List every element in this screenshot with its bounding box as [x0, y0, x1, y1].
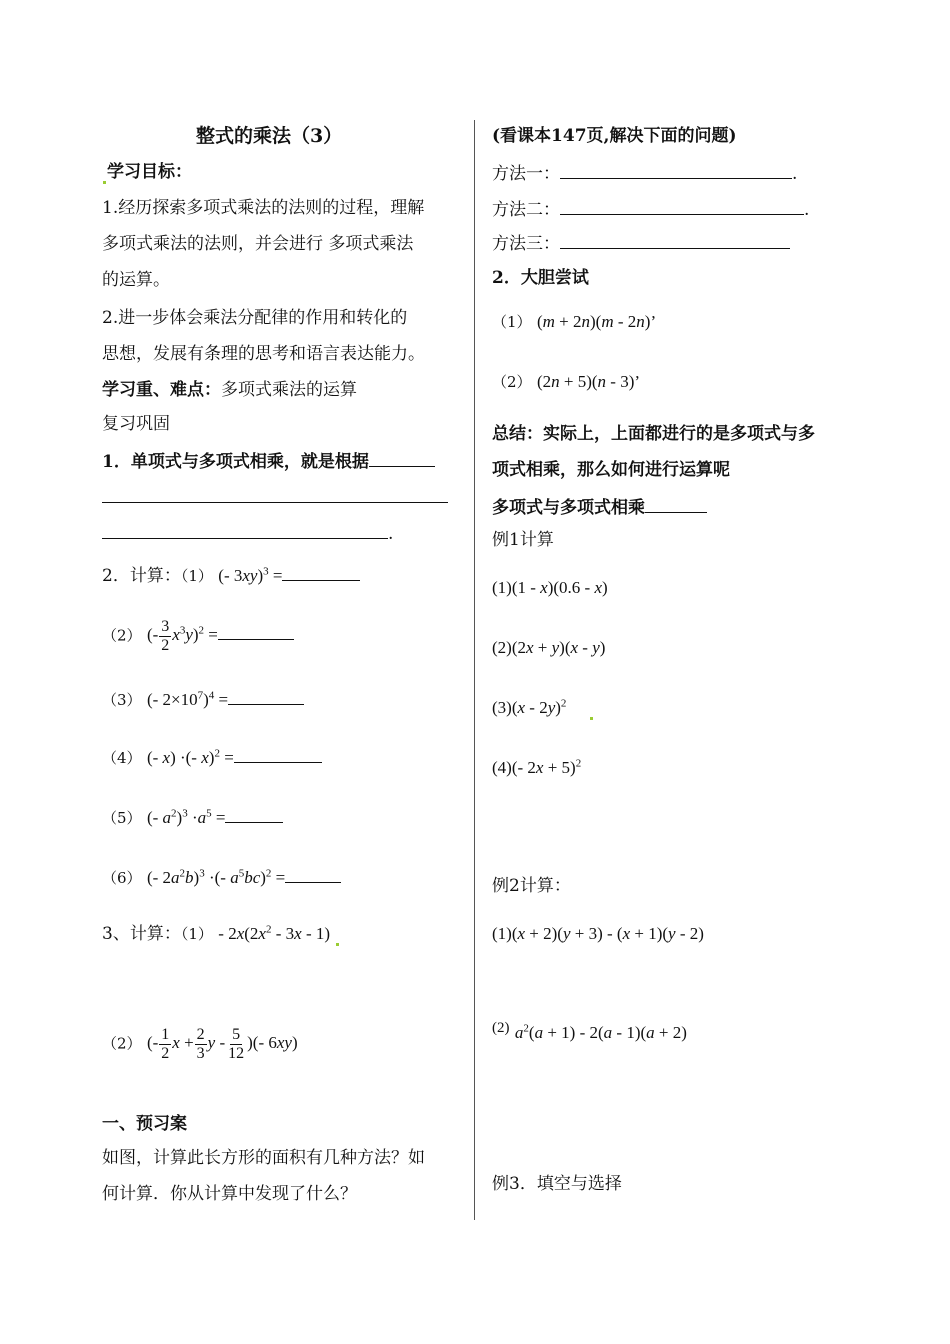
column-divider: [474, 120, 475, 1220]
summary-line-3: 多项式与多项式相乘: [492, 494, 707, 520]
example-2-heading: 例2计算：: [492, 876, 571, 896]
preview-line-1: 如图，计算此长方形的面积有几种方法？如: [102, 1148, 425, 1168]
objective-1-line-1: 1.经历探索多项式乘法的法则的过程，理解: [102, 198, 425, 218]
key-points: 学习重、难点：多项式乘法的运算: [102, 380, 357, 400]
review-heading: 复习巩固: [102, 414, 170, 434]
example-2-item-1: (1)(x + 2)(y + 3) - (x + 1)(y - 2): [492, 924, 704, 943]
objective-2-line-2: 思想，发展有条理的思考和语言表达能力。: [102, 344, 425, 364]
question-2-item-4: （4） (- x) ·(- x)$^2$ =: [102, 744, 322, 770]
objectives-heading: 学习目标：: [102, 160, 192, 184]
example-1-item-3: (3)(x - 2y)$^2$: [492, 696, 594, 720]
example-3-heading: 例3．填空与选择: [492, 1174, 622, 1194]
question-2-item-2: （2） (- $\frac{3}{2}$ $x^3y)^2$ =: [102, 618, 294, 655]
objective-2-line-1: 2.进一步体会乘法分配律的作用和转化的: [102, 308, 408, 328]
method-1: 方法一： .: [492, 160, 797, 186]
question-1-blank-line-3: .: [102, 520, 393, 546]
objective-1-line-2: 多项式乘法的法则，并会进行 多项式乘法: [102, 234, 414, 254]
book-reference-note: (看课本147页,解决下面的问题): [492, 126, 737, 146]
example-1-item-1: (1)(1 - x)(0.6 - x): [492, 578, 608, 597]
question-2-item-5: （5） (- $a^2)^3 \cdot a^5$ =: [102, 804, 283, 830]
preview-heading: 一、预习案: [102, 1114, 187, 1134]
question-2-item-6: （6） (- $2a^2b)^3$ ·(- $a^5bc)^2$ =: [102, 864, 341, 890]
method-3: 方法三：: [492, 230, 790, 256]
example-1-item-2: (2)(2x + y)(x - y): [492, 638, 606, 657]
example-2-item-2: (2) $a^2(a + 1) - 2(a - 1)(a + 2)$: [492, 1020, 687, 1042]
try-item-1: （1） (m + 2n)(m - 2n)’: [492, 312, 657, 331]
method-2: 方法二： .: [492, 196, 809, 222]
question-1: 1．单项式与多项式相乘，就是根据: [102, 448, 435, 474]
question-3-item-2: （2） (- $\frac{1}{2}$ x + $\frac{2}{3}$ y - $\frac{5}{12}$ )(- 6xy): [102, 1026, 298, 1062]
summary-line-2: 项式相乘，那么如何进行运算呢: [492, 460, 730, 480]
example-1-heading: 例1计算: [492, 530, 554, 550]
try-heading: 2．大胆尝试: [492, 268, 589, 288]
question-1-blank-line-2: [102, 484, 448, 510]
try-item-2: （2） (2n + 5)(n - 3)’: [492, 372, 641, 391]
page-title: 整式的乘法（3）: [196, 125, 343, 147]
question-2-item-3: （3） (- $2\times 10^7)^4$ =: [102, 686, 304, 712]
objective-1-line-3: 的运算。: [102, 270, 170, 290]
summary-line-1: 总结：实际上，上面都进行的是多项式与多: [492, 424, 815, 444]
example-1-item-4: (4)(- 2x + 5)$^2$: [492, 757, 582, 777]
question-3-item-1: 3、计算：$(1) - 2x(2x^2 - 3x - 1)$: [102, 922, 340, 946]
question-2-item-1: 2．计算：（1） (- 3xy)$^3$ =: [102, 562, 360, 588]
preview-line-2: 何计算．你从计算中发现了什么？: [102, 1184, 357, 1204]
